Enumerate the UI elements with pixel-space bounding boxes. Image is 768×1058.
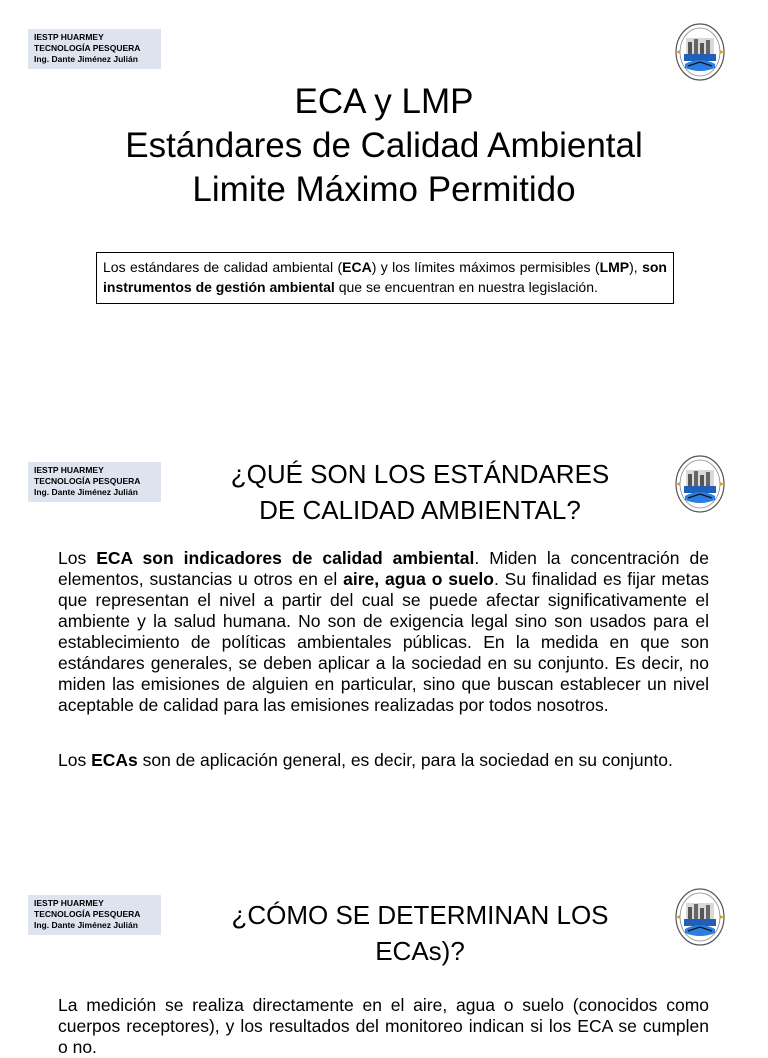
title-line-2: Estándares de Calidad Ambiental: [125, 126, 643, 165]
section-title-line-2: DE CALIDAD AMBIENTAL?: [259, 495, 581, 525]
badge-line-program: TECNOLOGÍA PESQUERA: [34, 909, 141, 919]
definition-box: [96, 252, 674, 304]
section-title-line-2: ECAs)?: [375, 936, 465, 966]
institution-logo-icon: [674, 22, 726, 82]
title-line-3: Limite Máximo Permitido: [192, 170, 576, 209]
slide-que-son-eca: [0, 430, 768, 855]
eca-definition-paragraph: [58, 548, 709, 716]
para-text: Los: [58, 750, 92, 770]
para-text: son de aplicación general, es decir, para la sociedad en su conjunto.: [137, 750, 673, 770]
box-bold-eca: ECA: [342, 259, 372, 275]
badge-line-program: TECNOLOGÍA PESQUERA: [34, 476, 141, 486]
box-text: ) y los límites máximos permisibles (: [371, 259, 600, 275]
section-title: [160, 456, 680, 528]
institution-badge: [28, 29, 161, 69]
institution-logo-icon: [674, 454, 726, 514]
institution-badge: [28, 462, 161, 502]
box-text: Los estándares de calidad ambiental (: [103, 259, 343, 275]
section-title-line-1: ¿CÓMO SE DETERMINAN LOS: [231, 900, 609, 930]
institution-badge: [28, 895, 161, 935]
slide-como-se-determinan: [0, 855, 768, 1057]
section-title-line-1: ¿QUÉ SON LOS ESTÁNDARES: [230, 459, 610, 489]
para-bold-ecas: ECAs: [91, 750, 138, 770]
para-text: Los: [58, 548, 97, 568]
para-bold-media: aire, agua o suelo: [343, 569, 494, 589]
slide-title: [0, 80, 768, 212]
section-title: [160, 897, 680, 969]
badge-line-institute: IESTP HUARMEY: [34, 898, 104, 908]
box-bold-instruments: son instrumentos de gestión ambiental: [103, 259, 667, 295]
institution-logo-icon: [674, 887, 726, 947]
box-text: ),: [629, 259, 643, 275]
badge-line-author: Ing. Dante Jiménez Julián: [34, 487, 138, 497]
title-line-1: ECA y LMP: [294, 82, 474, 121]
badge-line-institute: IESTP HUARMEY: [34, 32, 104, 42]
badge-line-author: Ing. Dante Jiménez Julián: [34, 920, 138, 930]
badge-line-author: Ing. Dante Jiménez Julián: [34, 54, 138, 64]
badge-line-institute: IESTP HUARMEY: [34, 465, 104, 475]
measurement-paragraph: La medición se realiza directamente en el aire, agua o suelo (conocidos como cuerpos receptores), y los resultados del monitoreo indican si los ECA se cumplen o no.: [58, 995, 709, 1057]
box-text: que se encuentran en nuestra legislación.: [334, 279, 598, 295]
eca-scope-paragraph: [58, 750, 709, 771]
para-text: . Miden la concentración de elementos, sustancias u otros en el: [58, 548, 709, 589]
para-bold-indicators: ECA son indicadores de calidad ambiental: [96, 548, 475, 568]
para-text: . Su finalidad es fijar metas que representan el nivel a partir del cual se puede afectar significativamente el ambiente y la salud humana. No son de exigencia legal sino son usados para el establecimiento de políticas ambientales públicas. En la medida en que son estándares generales, se deben aplicar a la sociedad en su conjunto. Es decir, no miden las emisiones de alguien en particular, sino que buscan establecer un nivel aceptable de calidad para las emisiones realizadas por todos nosotros.: [58, 569, 710, 715]
box-bold-lmp: LMP: [599, 259, 630, 275]
slide-eca-lmp: [0, 0, 768, 430]
badge-line-program: TECNOLOGÍA PESQUERA: [34, 43, 141, 53]
